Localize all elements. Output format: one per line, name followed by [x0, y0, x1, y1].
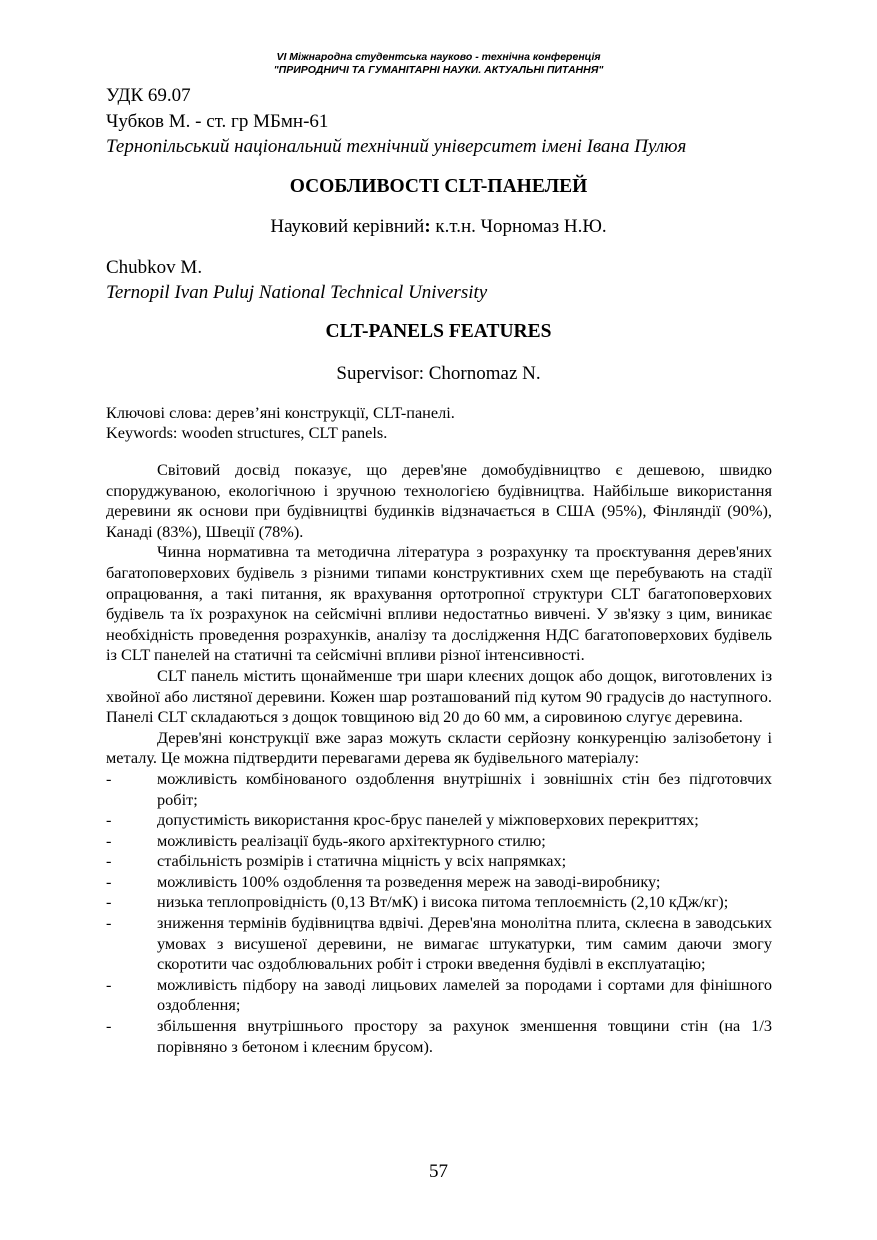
list-dash: - — [106, 851, 112, 871]
conference-line-1: VI Міжнародна студентська науково - технічна конференція — [276, 51, 601, 63]
list-dash: - — [106, 1016, 112, 1036]
author-en: Chubkov M. — [106, 257, 203, 278]
list-item-text: можливість комбінованого оздоблення внутрішніх і зовнішніх стін без підготовчих робіт; — [157, 768, 772, 809]
keywords-ua: Ключові слова: дерев’яні конструкції, CLT-панелі. — [106, 403, 455, 422]
list-item-text: можливість підбору на заводі лицьових ламелей за породами і сортами для фінішного оздоблення; — [157, 974, 772, 1015]
list-item — [106, 913, 772, 975]
supervisor-ua-colon: : — [424, 216, 431, 237]
list-dash: - — [106, 810, 112, 830]
list-dash: - — [106, 913, 112, 933]
list-dash: - — [106, 892, 112, 912]
list-dash: - — [106, 871, 112, 891]
advantages-list — [106, 769, 772, 1057]
list-dash: - — [106, 830, 112, 850]
list-item-text: допустимість використання крос-брус панелей у міжповерхових перекриттях; — [157, 810, 699, 830]
list-item-text: зниження термінів будівництва вдвічі. Дерев'яна монолітна плита, склеєна в заводських умовах з висушеної деревини, не вимагає штукатурки, тим самим даючи змогу скоротити час оздоблювальних робіт і строки введення будівлі в експлуатацію; — [157, 913, 772, 974]
list-item — [106, 1016, 772, 1057]
supervisor-ua-value: к.т.н. Чорномаз Н.Ю. — [430, 216, 607, 237]
title-en: CLT-PANELS FEATURES — [325, 321, 552, 342]
list-dash: - — [106, 768, 112, 788]
paragraph: CLT панель містить щонайменше три шари клеєних дощок або дощок, виготовлених із хвойної або листяної деревини. Кожен шар розташований під кутом 90 градусів до наступного. Панелі CLT складаються з дощок товщиною від 20 до 60 мм, а сировиною слугує деревина. — [106, 665, 772, 727]
udk-code: УДК 69.07 — [106, 85, 191, 106]
list-item-text: стабільність розмірів і статична міцність у всіх напрямках; — [157, 851, 567, 871]
keywords-en: Keywords: wooden structures, CLT panels. — [106, 423, 388, 442]
list-item-text: можливість 100% оздоблення та розведення мереж на заводі-виробнику; — [157, 871, 661, 891]
author-ua: Чубков М. - ст. гр МБмн-61 — [106, 111, 329, 132]
list-item — [106, 769, 772, 810]
list-item — [106, 872, 772, 893]
conference-header — [0, 51, 877, 77]
list-item-text: можливість реалізації будь-якого архітектурного стилю; — [157, 830, 546, 850]
university-en: Ternopil Ivan Puluj National Technical University — [106, 282, 488, 303]
list-item — [106, 810, 772, 831]
paragraph: Дерев'яні конструкції вже зараз можуть скласти серйозну конкуренцію залізобетону і металу. Це можна підтвердити перевагами дерева як будівельного матеріалу: — [106, 727, 772, 768]
paragraph: Чинна нормативна та методична література з розрахунку та проєктування дерев'яних багатоповерхових будівель з різними типами конструктивних схем ще перебувають на стадії опрацювання, а такі питання, як врахування ортотропної структури CLT багатоповерхових будівель та їх розрахунок на сейсмічні впливи недостатньо вивчені. У зв'язку з цим, виникає необхідність проведення розрахунків, аналізу та дослідження НДС багатоповерхових будівель із CLT панелей на статичні та сейсмічні впливи різної інтенсивності. — [106, 542, 772, 665]
list-item-text: збільшення внутрішнього простору за рахунок зменшення товщини стін (на 1/3 порівняно з бетоном і клеєним брусом). — [157, 1016, 772, 1056]
list-dash: - — [106, 974, 112, 994]
page-number: 57 — [429, 1161, 448, 1182]
supervisor-ua — [0, 216, 877, 238]
list-item — [106, 892, 772, 913]
conference-line-2: "ПРИРОДНИЧІ ТА ГУМАНІТАРНІ НАУКИ. АКТУАЛЬНІ ПИТАННЯ" — [273, 64, 604, 76]
list-item — [106, 975, 772, 1016]
list-item-text: низька теплопровідність (0,13 Вт/мК) і висока питома теплоємність (2,10 кДж/кг); — [157, 892, 729, 912]
paragraph: Світовий досвід показує, що дерев'яне домобудівництво є дешевою, швидко споруджуваною, екологічною і зручною технологією будівництва. Найбільше використання деревини як основи при будівництві будинків відзначається в США (95%), Фінляндії (90%), Канаді (83%), Швеції (78%). — [106, 460, 772, 541]
university-ua: Тернопільський національний технічний університет імені Івана Пулюя — [106, 136, 687, 157]
supervisor-ua-label: Науковий керівний — [270, 216, 425, 237]
list-item — [106, 851, 772, 872]
article-body — [106, 460, 772, 1057]
supervisor-en: Supervisor: Chornomaz N. — [336, 363, 541, 384]
title-ua: ОСОБЛИВОСТІ CLT-ПАНЕЛЕЙ — [289, 176, 588, 197]
list-item — [106, 831, 772, 852]
